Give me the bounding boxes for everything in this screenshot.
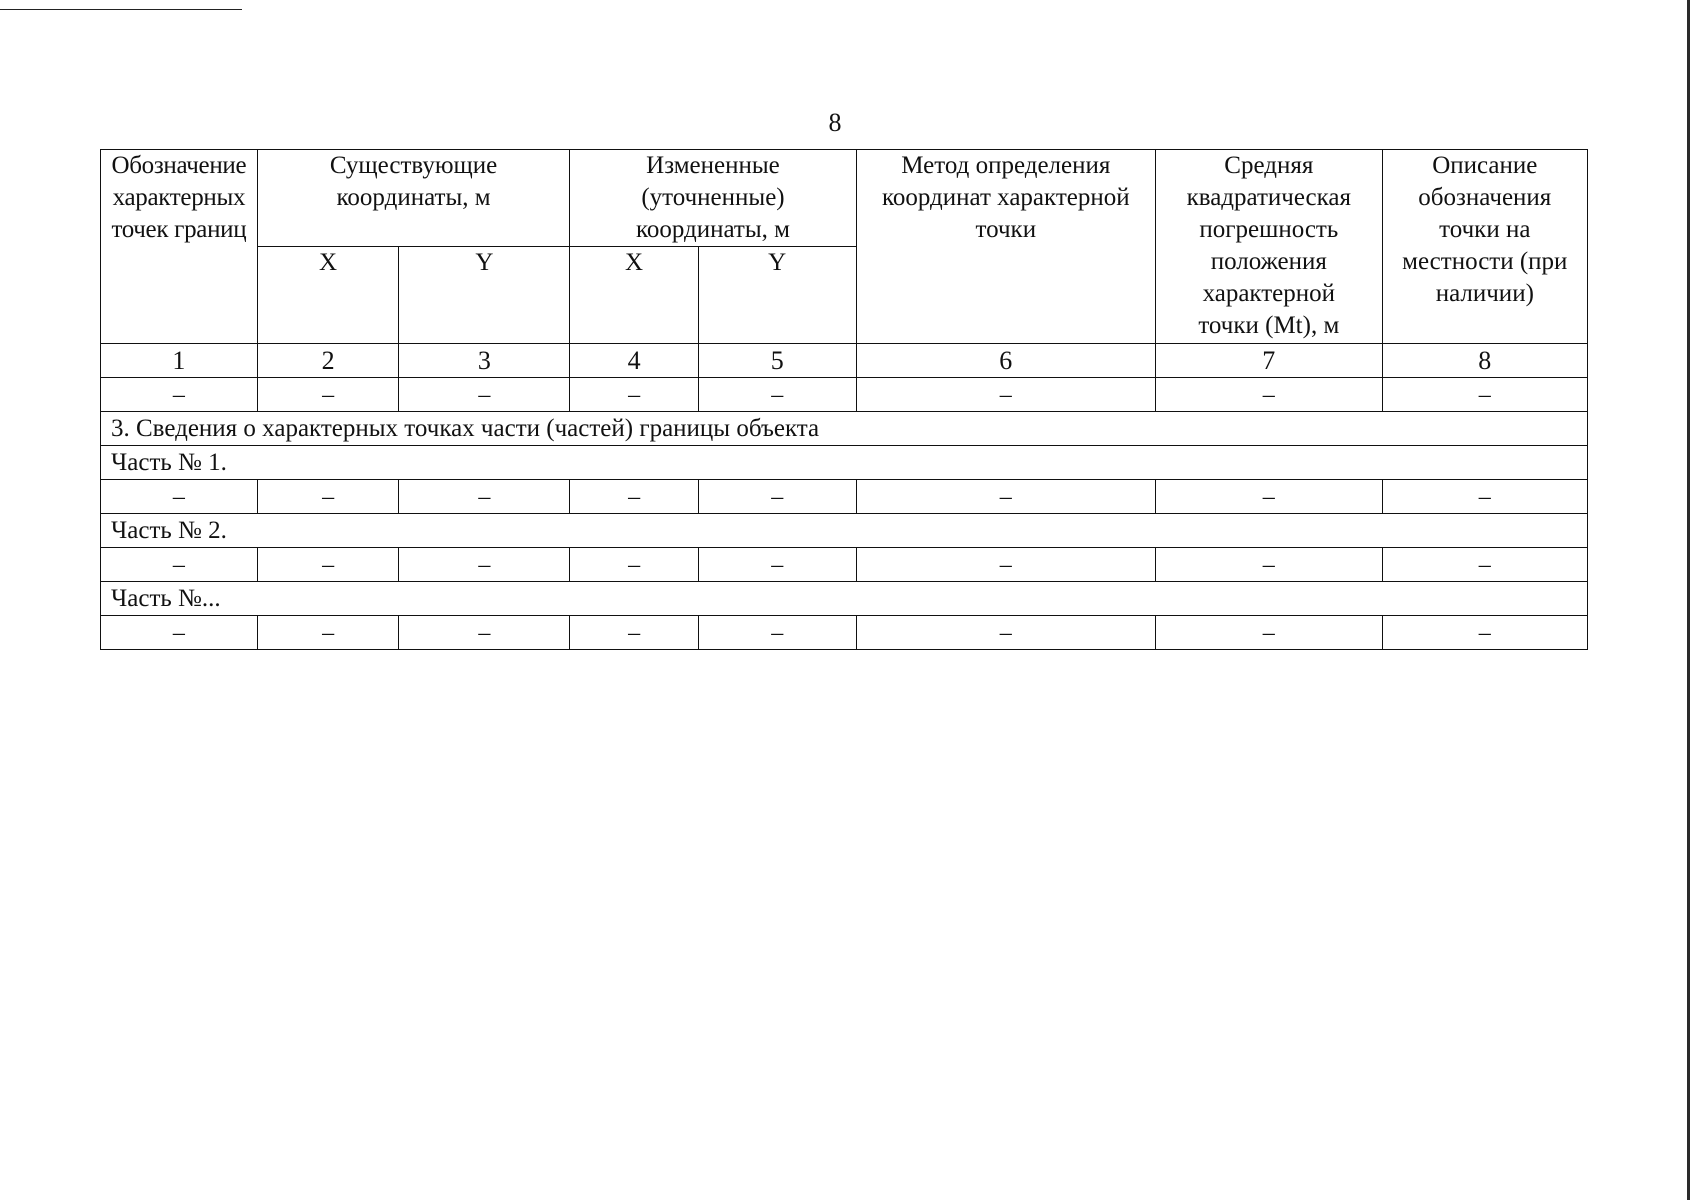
table-cell: – xyxy=(856,616,1155,650)
header-existing-y: Y xyxy=(399,247,570,344)
header-changed-x: X xyxy=(570,247,698,344)
header-mean-error: Средняя квадратическая погрешность положения характерной точки (Mt), м xyxy=(1156,150,1383,344)
section-title: 3. Сведения о характерных точках части (частей) границы объекта xyxy=(101,412,1588,446)
table-cell: – xyxy=(257,480,399,514)
table-cell: – xyxy=(257,616,399,650)
table-cell: – xyxy=(698,616,856,650)
table-row xyxy=(101,548,1588,582)
column-number-row xyxy=(101,344,1588,378)
column-number: 5 xyxy=(698,344,856,378)
table-cell: – xyxy=(570,480,698,514)
table-cell: – xyxy=(570,616,698,650)
table-cell: – xyxy=(698,480,856,514)
table-cell: – xyxy=(856,480,1155,514)
table-cell: – xyxy=(101,616,258,650)
page-number: 8 xyxy=(828,108,842,137)
table-cell: – xyxy=(570,548,698,582)
table-cell: – xyxy=(698,548,856,582)
table-cell: – xyxy=(698,378,856,412)
part-heading: Часть №... xyxy=(101,582,1588,616)
column-number: 3 xyxy=(399,344,570,378)
column-number: 7 xyxy=(1156,344,1383,378)
header-method: Метод определения координат характерной точки xyxy=(856,150,1155,344)
table-cell: – xyxy=(257,548,399,582)
column-number: 4 xyxy=(570,344,698,378)
column-number: 1 xyxy=(101,344,258,378)
header-changed-y: Y xyxy=(698,247,856,344)
column-number: 6 xyxy=(856,344,1155,378)
part-heading-row xyxy=(101,582,1588,616)
table-cell: – xyxy=(856,378,1155,412)
table-cell: – xyxy=(1382,548,1587,582)
table-cell: – xyxy=(399,480,570,514)
table-cell: – xyxy=(1156,378,1383,412)
table-cell: – xyxy=(399,616,570,650)
table-cell: – xyxy=(1156,480,1383,514)
part-heading: Часть № 2. xyxy=(101,514,1588,548)
table-cell: – xyxy=(257,378,399,412)
table-cell: – xyxy=(101,548,258,582)
header-row xyxy=(101,150,1588,247)
table-cell: – xyxy=(1156,616,1383,650)
table-cell: – xyxy=(101,480,258,514)
header-changed-coordinates: Измененные (уточненные) координаты, м xyxy=(570,150,856,247)
table-cell: – xyxy=(101,378,258,412)
top-rule xyxy=(0,9,242,10)
table-cell: – xyxy=(399,378,570,412)
table-cell: – xyxy=(1382,378,1587,412)
header-designation: Обозначение характерных точек границ xyxy=(101,150,258,344)
part-heading-row xyxy=(101,514,1588,548)
table-row xyxy=(101,616,1588,650)
table-cell: – xyxy=(1382,616,1587,650)
table-row xyxy=(101,480,1588,514)
section-title-row xyxy=(101,412,1588,446)
column-number: 8 xyxy=(1382,344,1587,378)
table-cell: – xyxy=(856,548,1155,582)
table-row xyxy=(101,378,1588,412)
header-description: Описание обозначения точки на местности (при наличии) xyxy=(1382,150,1587,344)
table-cell: – xyxy=(1156,548,1383,582)
part-heading: Часть № 1. xyxy=(101,446,1588,480)
table-cell: – xyxy=(570,378,698,412)
coordinates-table xyxy=(100,149,1588,650)
header-existing-coordinates: Существующие координаты, м xyxy=(257,150,570,247)
part-heading-row xyxy=(101,446,1588,480)
header-existing-x: X xyxy=(257,247,399,344)
column-number: 2 xyxy=(257,344,399,378)
table-cell: – xyxy=(1382,480,1587,514)
table-cell: – xyxy=(399,548,570,582)
